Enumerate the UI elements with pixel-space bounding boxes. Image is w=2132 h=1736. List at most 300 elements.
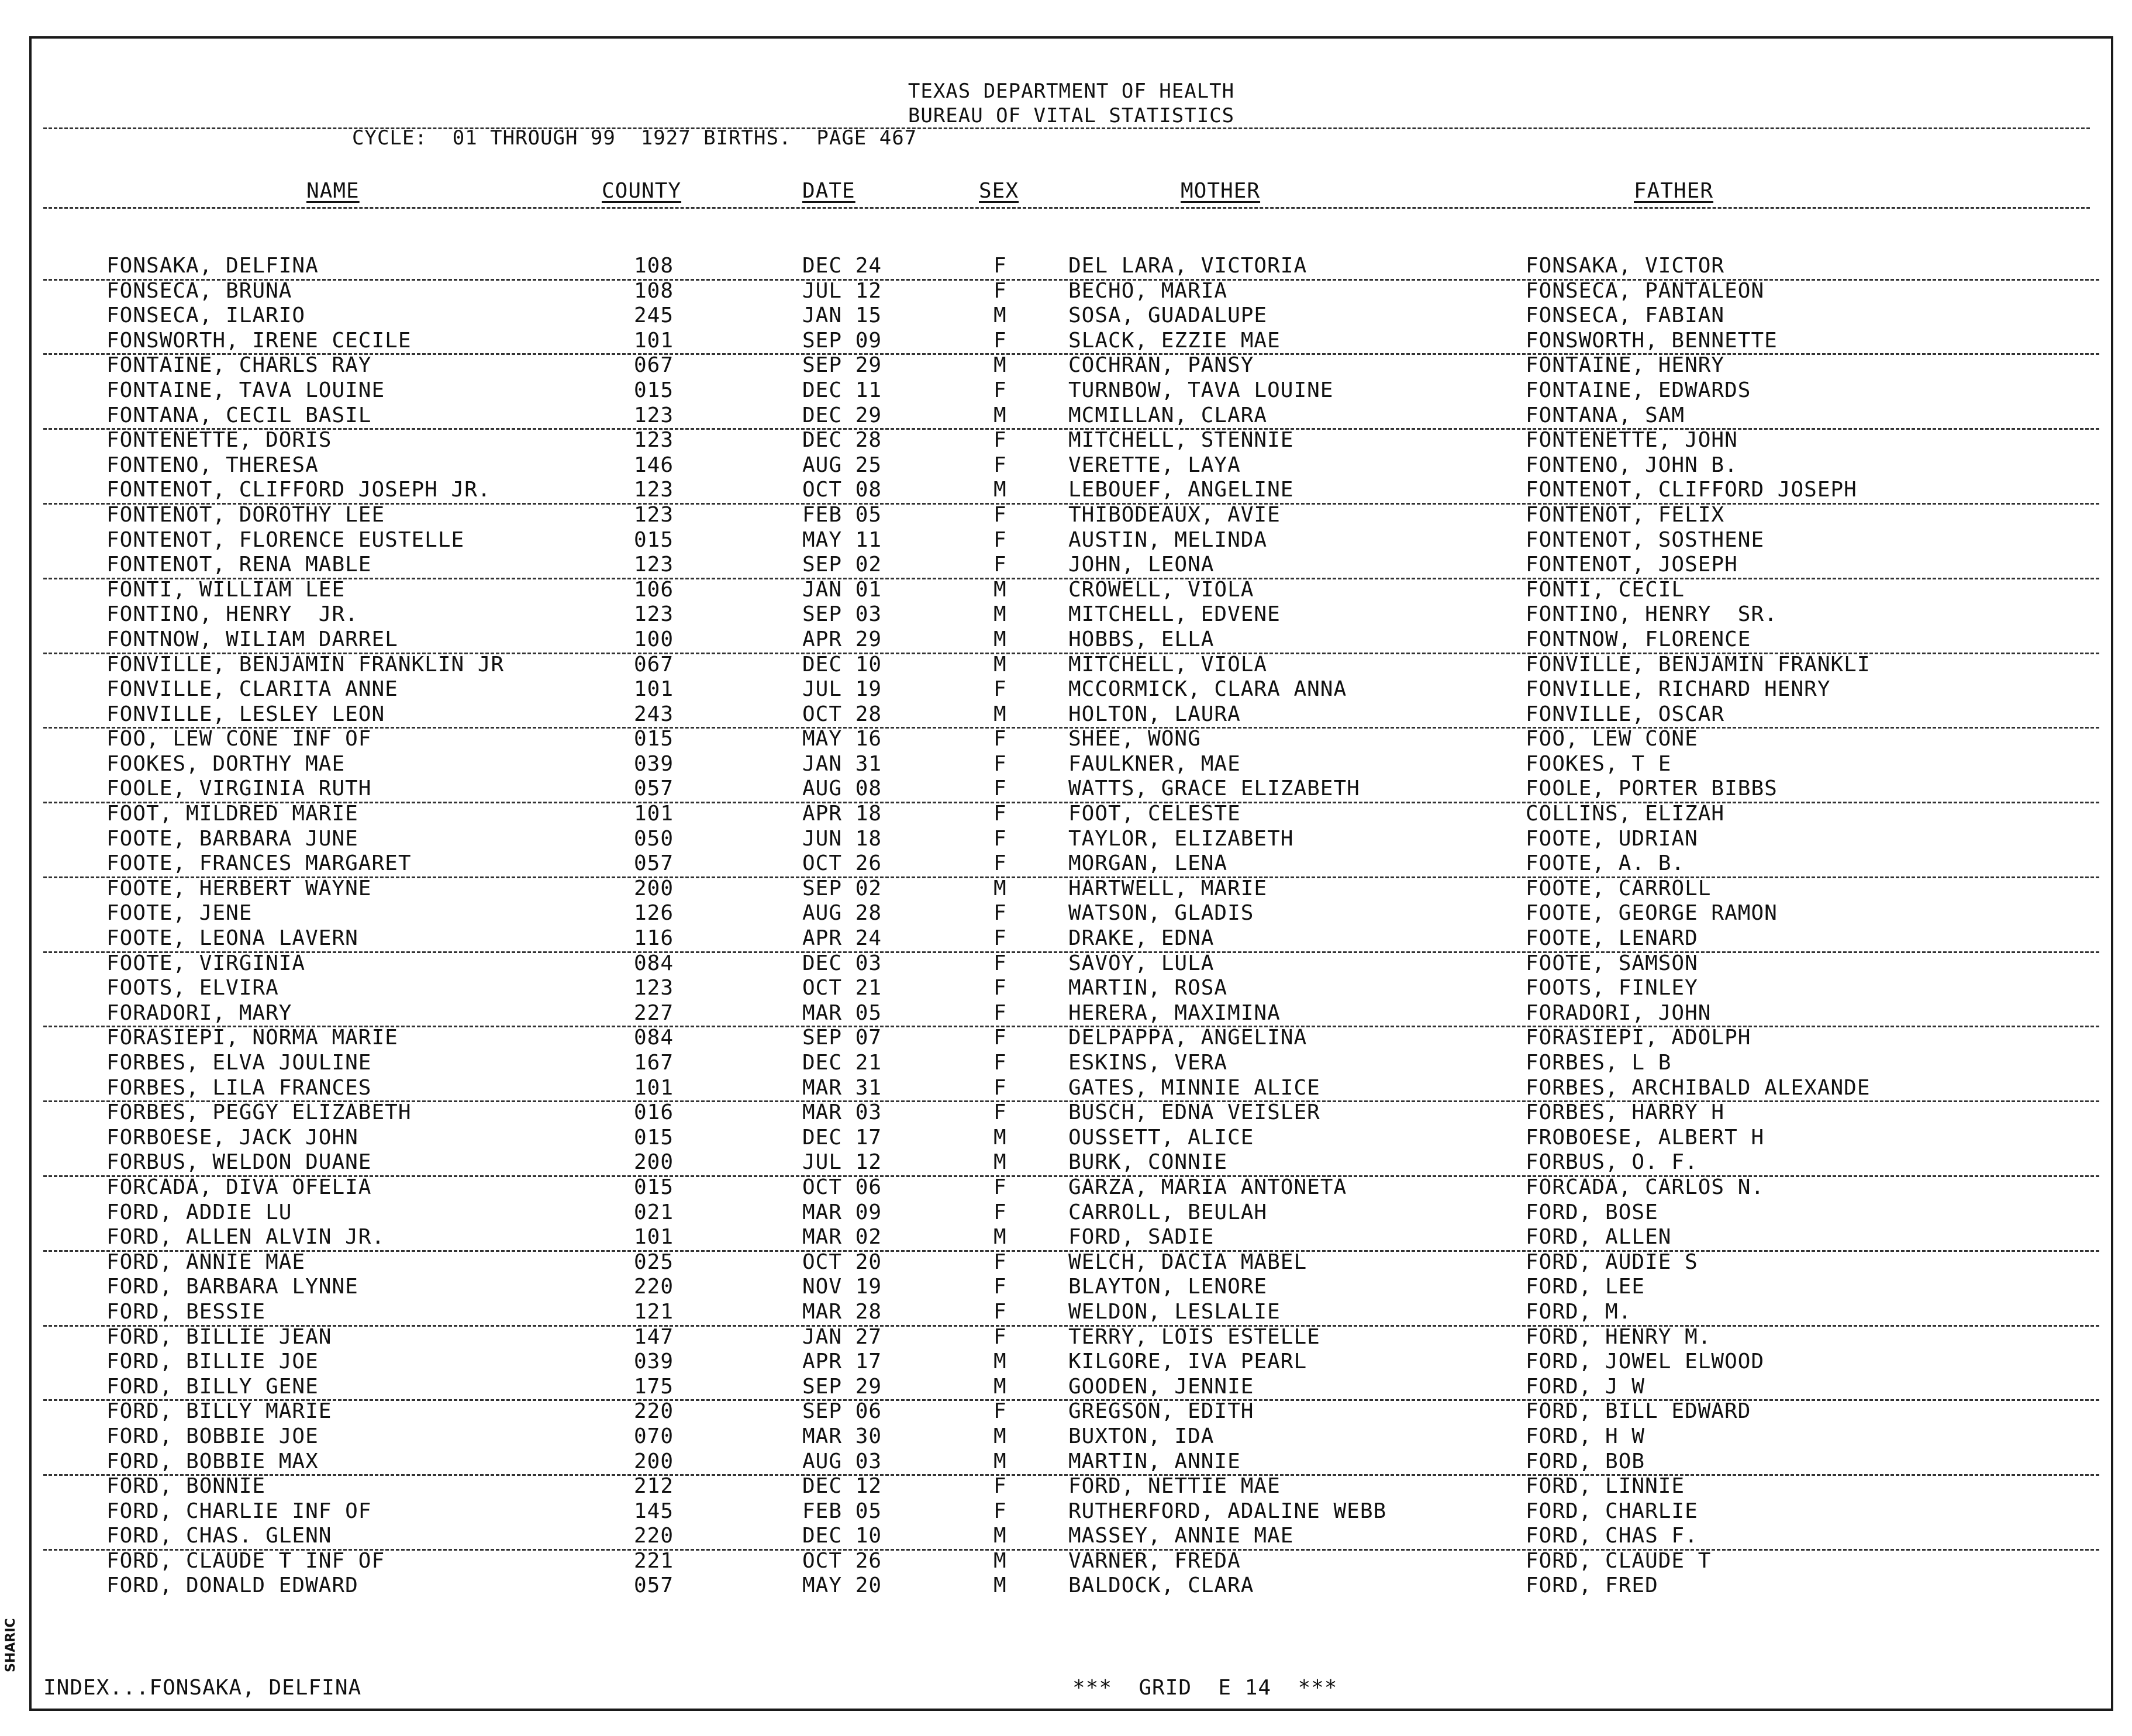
record-name: FONSECA, ILARIO — [106, 303, 306, 328]
record-name: FORBES, ELVA JOULINE — [106, 1051, 372, 1075]
record-county: 039 — [634, 1350, 674, 1374]
record-name: FONTENETTE, DORIS — [106, 428, 332, 453]
record-father: FONTENOT, JOSEPH — [1526, 553, 1738, 577]
record-date: JUN 18 — [802, 826, 882, 851]
record-name: FORBOESE, JACK JOHN — [106, 1125, 358, 1150]
record-name: FOOTE, FRANCES MARGARET — [106, 851, 412, 876]
record-county: 016 — [634, 1100, 674, 1125]
record-row — [32, 951, 2111, 976]
record-name: FORBES, PEGGY ELIZABETH — [106, 1100, 412, 1125]
record-county: 057 — [634, 1573, 674, 1598]
record-sex: F — [993, 1250, 1007, 1274]
side-label: SHARIC — [4, 1618, 18, 1672]
record-sex: F — [993, 1474, 1007, 1499]
record-date: SEP 29 — [802, 1374, 882, 1399]
record-row — [32, 1200, 2111, 1226]
record-county: 123 — [634, 976, 674, 1000]
record-county: 123 — [634, 403, 674, 427]
record-father: FOOTE, UDRIAN — [1526, 826, 1698, 851]
record-date: DEC 10 — [802, 1524, 882, 1548]
record-sex: M — [993, 1225, 1007, 1250]
record-mother: DELPAPPA, ANGELINA — [1068, 1026, 1308, 1050]
record-mother: BUSCH, EDNA VEISLER — [1068, 1100, 1320, 1125]
record-mother: SLACK, EZZIE MAE — [1068, 328, 1281, 353]
record-father: FOOTE, SAMSON — [1526, 951, 1698, 975]
record-county: 084 — [634, 1026, 674, 1050]
record-date: DEC 29 — [802, 403, 882, 427]
record-row — [32, 478, 2111, 503]
column-header-name: NAME — [306, 179, 360, 203]
record-county: 220 — [634, 1524, 674, 1548]
record-county: 116 — [634, 926, 674, 951]
record-county: 200 — [634, 1449, 674, 1473]
record-row — [32, 1449, 2111, 1475]
record-name: FORD, BILLIE JEAN — [106, 1324, 332, 1349]
record-sex: F — [993, 1275, 1007, 1299]
record-sex: F — [993, 1399, 1007, 1424]
record-father: FONTI, CECIL — [1526, 577, 1685, 602]
record-sex: M — [993, 1573, 1007, 1598]
record-date: AUG 03 — [802, 1449, 882, 1473]
record-sex: F — [993, 751, 1007, 776]
record-mother: GARZA, MARIA ANTONETA — [1068, 1175, 1347, 1199]
record-date: SEP 29 — [802, 353, 882, 378]
record-county: 121 — [634, 1299, 674, 1324]
record-father: FORADORI, JOHN — [1526, 1000, 1712, 1025]
record-row — [32, 901, 2111, 926]
record-sex: F — [993, 1026, 1007, 1050]
record-mother: GREGSON, EDITH — [1068, 1399, 1254, 1424]
record-father: FONTENOT, FELIX — [1526, 502, 1725, 527]
record-sex: M — [993, 1125, 1007, 1150]
record-father: FONTENOT, SOSTHENE — [1526, 527, 1765, 552]
record-sex: F — [993, 727, 1007, 751]
header-divider — [43, 127, 2090, 129]
record-mother: MITCHELL, EDVENE — [1068, 602, 1281, 627]
record-row — [32, 802, 2111, 827]
record-date: DEC 10 — [802, 652, 882, 677]
record-mother: HOBBS, ELLA — [1068, 627, 1215, 651]
record-row — [32, 1573, 2111, 1599]
record-name: FORD, ANNIE MAE — [106, 1250, 306, 1274]
record-row — [32, 827, 2111, 852]
record-father: FORBES, L B — [1526, 1051, 1672, 1075]
record-father: FORCADA, CARLOS N. — [1526, 1175, 1765, 1199]
record-row — [32, 1026, 2111, 1051]
record-father: FONVILLE, RICHARD HENRY — [1526, 677, 1831, 702]
record-name: FONTINO, HENRY JR. — [106, 602, 358, 627]
record-mother: SHEE, WONG — [1068, 727, 1201, 751]
record-mother: VERETTE, LAYA — [1068, 453, 1241, 477]
record-sex: M — [993, 602, 1007, 627]
record-sex: M — [993, 403, 1007, 427]
record-mother: MARTIN, ROSA — [1068, 976, 1228, 1000]
record-sex: M — [993, 702, 1007, 726]
record-sex: M — [993, 1548, 1007, 1573]
record-county: 101 — [634, 1075, 674, 1100]
record-mother: TURNBOW, TAVA LOUINE — [1068, 378, 1334, 402]
record-mother: BECHO, MARIA — [1068, 278, 1228, 303]
record-sex: F — [993, 278, 1007, 303]
record-row — [32, 1225, 2111, 1250]
record-row — [32, 1474, 2111, 1499]
record-date: SEP 02 — [802, 876, 882, 900]
record-date: SEP 07 — [802, 1026, 882, 1050]
record-county: 100 — [634, 627, 674, 651]
record-row — [32, 1275, 2111, 1300]
record-row — [32, 303, 2111, 329]
record-name: FORBUS, WELDON DUANE — [106, 1150, 372, 1175]
record-father: FONTAINE, EDWARDS — [1526, 378, 1751, 402]
record-father: FOOKES, T E — [1526, 751, 1672, 776]
record-county: 101 — [634, 677, 674, 702]
record-name: FORD, CHARLIE INF OF — [106, 1499, 372, 1523]
record-date: MAR 31 — [802, 1075, 882, 1100]
record-mother: WELDON, LESLALIE — [1068, 1299, 1281, 1324]
record-date: MAR 09 — [802, 1200, 882, 1224]
record-mother: TAYLOR, ELIZABETH — [1068, 826, 1294, 851]
record-mother: OUSSETT, ALICE — [1068, 1125, 1254, 1150]
record-row — [32, 578, 2111, 603]
record-county: 025 — [634, 1250, 674, 1274]
record-date: MAR 02 — [802, 1225, 882, 1250]
record-mother: SOSA, GUADALUPE — [1068, 303, 1268, 328]
record-row — [32, 602, 2111, 627]
record-sex: F — [993, 1324, 1007, 1349]
record-father: FONTINO, HENRY SR. — [1526, 602, 1778, 627]
record-row — [32, 1076, 2111, 1101]
record-mother: THIBODEAUX, AVIE — [1068, 502, 1281, 527]
record-row — [32, 1175, 2111, 1200]
record-date: OCT 26 — [802, 1548, 882, 1573]
record-sex: F — [993, 502, 1007, 527]
record-father: FONTNOW, FLORENCE — [1526, 627, 1751, 651]
record-father: FORASIEPI, ADOLPH — [1526, 1026, 1751, 1050]
record-date: OCT 26 — [802, 851, 882, 876]
record-row — [32, 752, 2111, 777]
record-father: FONSECA, PANTALEON — [1526, 278, 1765, 303]
record-mother: MASSEY, ANNIE MAE — [1068, 1524, 1294, 1548]
record-date: OCT 28 — [802, 702, 882, 726]
record-sheet — [29, 36, 2113, 1711]
record-sex: F — [993, 776, 1007, 801]
record-county: 220 — [634, 1275, 674, 1299]
record-father: FONSWORTH, BENNETTE — [1526, 328, 1778, 353]
record-father: FORD, HENRY M. — [1526, 1324, 1712, 1349]
record-sex: F — [993, 1499, 1007, 1523]
record-name: FORADORI, MARY — [106, 1000, 292, 1025]
record-name: FONVILLE, CLARITA ANNE — [106, 677, 398, 702]
record-name: FOOLE, VIRGINIA RUTH — [106, 776, 372, 801]
record-row — [32, 279, 2111, 304]
record-county: 067 — [634, 353, 674, 378]
record-date: DEC 11 — [802, 378, 882, 402]
record-date: MAY 20 — [802, 1573, 882, 1598]
record-name: FORD, BOBBIE JOE — [106, 1424, 319, 1448]
record-county: 067 — [634, 652, 674, 677]
record-date: AUG 25 — [802, 453, 882, 477]
record-father: COLLINS, ELIZAH — [1526, 802, 1725, 826]
record-date: MAR 28 — [802, 1299, 882, 1324]
record-mother: FOOT, CELESTE — [1068, 802, 1241, 826]
record-mother: BLAYTON, LENORE — [1068, 1275, 1268, 1299]
record-father: FORD, FRED — [1526, 1573, 1658, 1598]
record-sex: F — [993, 951, 1007, 975]
record-sex: M — [993, 353, 1007, 378]
record-father: FORD, BILL EDWARD — [1526, 1399, 1751, 1424]
record-sex: M — [993, 1449, 1007, 1473]
record-name: FONTENOT, DOROTHY LEE — [106, 502, 385, 527]
record-county: 101 — [634, 328, 674, 353]
record-sex: F — [993, 677, 1007, 702]
record-name: FORD, ALLEN ALVIN JR. — [106, 1225, 385, 1250]
record-mother: FAULKNER, MAE — [1068, 751, 1241, 776]
record-county: 057 — [634, 851, 674, 876]
record-date: AUG 28 — [802, 901, 882, 926]
record-name: FORASIEPI, NORMA MARIE — [106, 1026, 398, 1050]
record-father: FONVILLE, BENJAMIN FRANKLI — [1526, 652, 1871, 677]
record-name: FOOTE, LEONA LAVERN — [106, 926, 358, 951]
column-header-sex: SEX — [979, 179, 1019, 203]
record-mother: MITCHELL, VIOLA — [1068, 652, 1268, 677]
record-mother: BUXTON, IDA — [1068, 1424, 1215, 1448]
record-sex: F — [993, 328, 1007, 353]
record-date: APR 24 — [802, 926, 882, 951]
record-sex: F — [993, 553, 1007, 577]
record-date: DEC 03 — [802, 951, 882, 975]
record-county: 145 — [634, 1499, 674, 1523]
record-father: FORD, AUDIE S — [1526, 1250, 1698, 1274]
record-row — [32, 1100, 2111, 1126]
record-date: FEB 05 — [802, 1499, 882, 1523]
footer-index: INDEX...FONSAKA, DELFINA — [43, 1676, 362, 1700]
record-father: FORD, CHARLIE — [1526, 1499, 1698, 1523]
record-row — [32, 776, 2111, 802]
record-row — [32, 453, 2111, 478]
record-row — [32, 976, 2111, 1001]
record-county: 101 — [634, 802, 674, 826]
record-mother: HOLTON, LAURA — [1068, 702, 1241, 726]
record-date: SEP 03 — [802, 602, 882, 627]
record-date: AUG 08 — [802, 776, 882, 801]
record-mother: MCMILLAN, CLARA — [1068, 403, 1268, 427]
record-county: 015 — [634, 1125, 674, 1150]
record-mother: ESKINS, VERA — [1068, 1051, 1228, 1075]
record-name: FORD, CHAS. GLENN — [106, 1524, 332, 1548]
record-name: FONTENOT, CLIFFORD JOSEPH JR. — [106, 478, 491, 502]
record-county: 108 — [634, 254, 674, 278]
record-sex: F — [993, 254, 1007, 278]
record-row — [32, 876, 2111, 902]
record-row — [32, 1126, 2111, 1151]
record-county: 227 — [634, 1000, 674, 1025]
record-name: FOOTE, VIRGINIA — [106, 951, 306, 975]
record-mother: GOODEN, JENNIE — [1068, 1374, 1254, 1399]
record-mother: FORD, NETTIE MAE — [1068, 1474, 1281, 1499]
record-county: 057 — [634, 776, 674, 801]
record-name: FONTI, WILLIAM LEE — [106, 577, 346, 602]
record-date: FEB 05 — [802, 502, 882, 527]
record-date: MAY 11 — [802, 527, 882, 552]
record-name: FORD, BESSIE — [106, 1299, 266, 1324]
record-mother: COCHRAN, PANSY — [1068, 353, 1254, 378]
record-sex: F — [993, 1100, 1007, 1125]
record-name: FONSAKA, DELFINA — [106, 254, 319, 278]
record-date: DEC 28 — [802, 428, 882, 453]
record-name: FONSECA, BRUNA — [106, 278, 292, 303]
record-sex: M — [993, 478, 1007, 502]
record-date: OCT 21 — [802, 976, 882, 1000]
record-date: MAY 16 — [802, 727, 882, 751]
record-row — [32, 428, 2111, 453]
record-county: 070 — [634, 1424, 674, 1448]
record-sex: M — [993, 876, 1007, 900]
record-county: 108 — [634, 278, 674, 303]
record-father: FOOTE, GEORGE RAMON — [1526, 901, 1778, 926]
record-county: 123 — [634, 553, 674, 577]
record-mother: MARTIN, ANNIE — [1068, 1449, 1241, 1473]
record-date: JUL 12 — [802, 278, 882, 303]
record-father: FOOTE, LENARD — [1526, 926, 1698, 951]
record-county: 123 — [634, 602, 674, 627]
record-date: JAN 27 — [802, 1324, 882, 1349]
record-county: 123 — [634, 428, 674, 453]
record-county: 126 — [634, 901, 674, 926]
record-name: FONTAINE, TAVA LOUINE — [106, 378, 385, 402]
record-sex: F — [993, 428, 1007, 453]
column-header-date: DATE — [802, 179, 855, 203]
record-date: JUL 19 — [802, 677, 882, 702]
record-sex: M — [993, 1374, 1007, 1399]
record-mother: MORGAN, LENA — [1068, 851, 1228, 876]
record-row — [32, 1250, 2111, 1275]
record-county: 146 — [634, 453, 674, 477]
column-header-father: FATHER — [1634, 179, 1714, 203]
record-name: FOOTE, HERBERT WAYNE — [106, 876, 372, 900]
record-mother: DRAKE, EDNA — [1068, 926, 1215, 951]
record-father: FORD, CHAS F. — [1526, 1524, 1698, 1548]
record-row — [32, 1424, 2111, 1449]
record-mother: GATES, MINNIE ALICE — [1068, 1075, 1320, 1100]
birth-records-list — [32, 254, 2111, 1599]
record-name: FONVILLE, BENJAMIN FRANKLIN JR — [106, 652, 505, 677]
record-mother: JOHN, LEONA — [1068, 553, 1215, 577]
record-county: 220 — [634, 1399, 674, 1424]
record-mother: MITCHELL, STENNIE — [1068, 428, 1294, 453]
record-date: SEP 06 — [802, 1399, 882, 1424]
record-row — [32, 1399, 2111, 1424]
record-row — [32, 1300, 2111, 1325]
record-date: JAN 31 — [802, 751, 882, 776]
record-date: APR 29 — [802, 627, 882, 651]
record-name: FONTANA, CECIL BASIL — [106, 403, 372, 427]
record-sex: F — [993, 1051, 1007, 1075]
record-county: 123 — [634, 502, 674, 527]
record-row — [32, 677, 2111, 702]
record-sex: F — [993, 976, 1007, 1000]
record-sex: M — [993, 1424, 1007, 1448]
record-father: FORBES, HARRY H — [1526, 1100, 1725, 1125]
record-name: FONTENO, THERESA — [106, 453, 319, 477]
record-father: FONTENOT, CLIFFORD JOSEPH — [1526, 478, 1857, 502]
record-name: FORD, BILLY GENE — [106, 1374, 319, 1399]
record-sex: M — [993, 627, 1007, 651]
header-cycle: CYCLE: 01 THROUGH 99 1927 BIRTHS. PAGE 467 — [352, 126, 917, 150]
record-father: FOOLE, PORTER BIBBS — [1526, 776, 1778, 801]
record-row — [32, 727, 2111, 752]
record-date: MAR 03 — [802, 1100, 882, 1125]
record-date: DEC 21 — [802, 1051, 882, 1075]
record-mother: LEBOUEF, ANGELINE — [1068, 478, 1294, 502]
record-sex: F — [993, 901, 1007, 926]
record-mother: WATTS, GRACE ELIZABETH — [1068, 776, 1360, 801]
header-department: TEXAS DEPARTMENT OF HEALTH — [908, 80, 1235, 103]
record-row — [32, 353, 2111, 378]
record-sex: M — [993, 652, 1007, 677]
record-row — [32, 851, 2111, 876]
record-sex: F — [993, 826, 1007, 851]
record-county: 123 — [634, 478, 674, 502]
record-sex: F — [993, 926, 1007, 951]
record-row — [32, 254, 2111, 279]
record-mother: CARROLL, BEULAH — [1068, 1200, 1268, 1224]
record-row — [32, 1150, 2111, 1175]
record-father: FONVILLE, OSCAR — [1526, 702, 1725, 726]
record-mother: WATSON, GLADIS — [1068, 901, 1254, 926]
record-father: FORD, H W — [1526, 1424, 1645, 1448]
record-county: 084 — [634, 951, 674, 975]
record-mother: FORD, SADIE — [1068, 1225, 1215, 1250]
record-row — [32, 553, 2111, 578]
record-father: FOOTE, A. B. — [1526, 851, 1685, 876]
record-mother: DEL LARA, VICTORIA — [1068, 254, 1308, 278]
record-row — [32, 627, 2111, 653]
record-father: FORD, LEE — [1526, 1275, 1645, 1299]
record-row — [32, 1524, 2111, 1549]
record-county: 147 — [634, 1324, 674, 1349]
record-date: JAN 15 — [802, 303, 882, 328]
record-county: 212 — [634, 1474, 674, 1499]
footer-grid: *** GRID E 14 *** — [1072, 1676, 1338, 1700]
record-father: FOOTS, FINLEY — [1526, 976, 1698, 1000]
record-sex: M — [993, 1150, 1007, 1175]
record-mother: AUSTIN, MELINDA — [1068, 527, 1268, 552]
record-row — [32, 1499, 2111, 1524]
record-mother: KILGORE, IVA PEARL — [1068, 1350, 1308, 1374]
record-row — [32, 1001, 2111, 1026]
record-mother: VARNER, FREDA — [1068, 1548, 1241, 1573]
column-header-divider — [43, 207, 2090, 209]
record-sex: F — [993, 1200, 1007, 1224]
record-name: FORD, DONALD EDWARD — [106, 1573, 358, 1598]
record-mother: HERERA, MAXIMINA — [1068, 1000, 1281, 1025]
record-sex: M — [993, 1350, 1007, 1374]
record-date: SEP 02 — [802, 553, 882, 577]
record-father: FONTENO, JOHN B. — [1526, 453, 1738, 477]
record-row — [32, 1051, 2111, 1076]
record-name: FORD, BILLIE JOE — [106, 1350, 319, 1374]
record-county: 015 — [634, 378, 674, 402]
record-name: FORCADA, DIVA OFELIA — [106, 1175, 372, 1199]
record-date: JAN 01 — [802, 577, 882, 602]
record-name: FONVILLE, LESLEY LEON — [106, 702, 385, 726]
record-date: DEC 12 — [802, 1474, 882, 1499]
record-row — [32, 329, 2111, 354]
record-name: FORD, ADDIE LU — [106, 1200, 292, 1224]
record-name: FONTENOT, FLORENCE EUSTELLE — [106, 527, 465, 552]
record-father: FORD, BOSE — [1526, 1200, 1658, 1224]
record-name: FONTAINE, CHARLS RAY — [106, 353, 372, 378]
